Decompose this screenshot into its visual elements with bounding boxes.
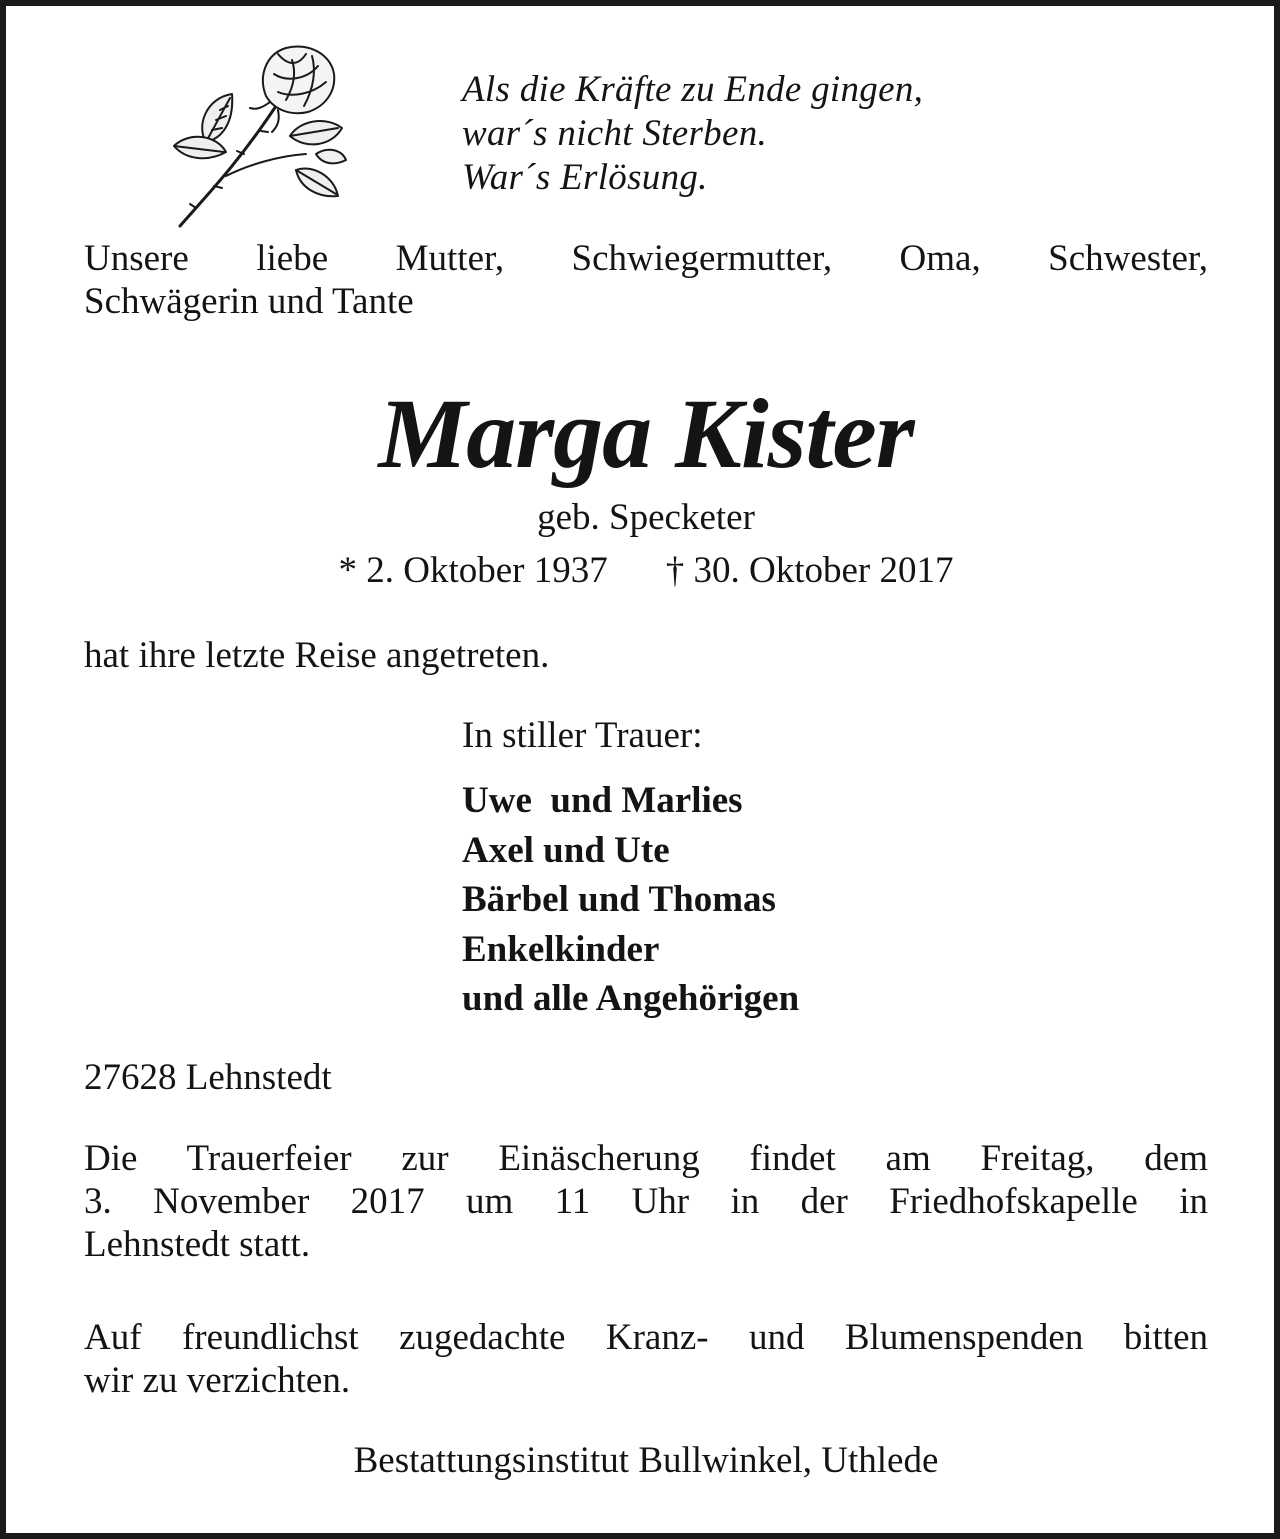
mourner-name: Axel und Ute	[462, 829, 670, 871]
flowers-line: Auf freundlichst zugedachte Kranz- und Blumenspenden bitten	[84, 1317, 1208, 1358]
birth-date: * 2. Oktober 1937	[338, 550, 608, 591]
ceremony-line: 3. November 2017 um 11 Uhr in der Friedhofskapelle in	[84, 1181, 1208, 1222]
place: 27628 Lehnstedt	[84, 1057, 332, 1098]
rose-icon	[166, 36, 351, 231]
mourner-name: und alle Angehörigen	[462, 978, 800, 1019]
intro-line: Schwägerin und Tante	[84, 281, 414, 322]
ceremony-line: Die Trauerfeier zur Einäscherung findet am Freitag, dem	[84, 1138, 1208, 1179]
flowers-notice	[84, 1316, 1208, 1402]
undertaker: Bestattungsinstitut Bullwinkel, Uthlede	[353, 1440, 939, 1481]
mourner-name: Enkelkinder	[462, 928, 660, 970]
poem-line: Als die Kräfte zu Ende gingen,	[462, 69, 924, 110]
mourners-list	[462, 776, 799, 1024]
poem-line: War´s Erlösung.	[462, 157, 708, 198]
poem	[462, 68, 923, 200]
intro-text	[84, 237, 1208, 323]
life-dates	[6, 549, 1280, 593]
journey-text: hat ihre letzte Reise angetreten.	[84, 635, 550, 676]
death-date: † 30. Oktober 2017	[665, 550, 954, 591]
ceremony-line: Lehnstedt statt.	[84, 1224, 311, 1265]
mourner-name: Bärbel und Thomas	[462, 879, 776, 920]
ceremony-notice	[84, 1137, 1208, 1266]
deceased-name: Marga Kister	[378, 378, 914, 489]
maiden-name: geb. Specketer	[537, 497, 755, 538]
poem-line: war´s nicht Sterben.	[462, 113, 768, 154]
intro-line: Unsere liebe Mutter, Schwiegermutter, Oma, Schwester,	[84, 238, 1208, 279]
mourner-name: Uwe und Marlies	[462, 780, 743, 821]
flowers-line: wir zu verzichten.	[84, 1360, 351, 1401]
mourning-label: In stiller Trauer:	[462, 715, 703, 756]
